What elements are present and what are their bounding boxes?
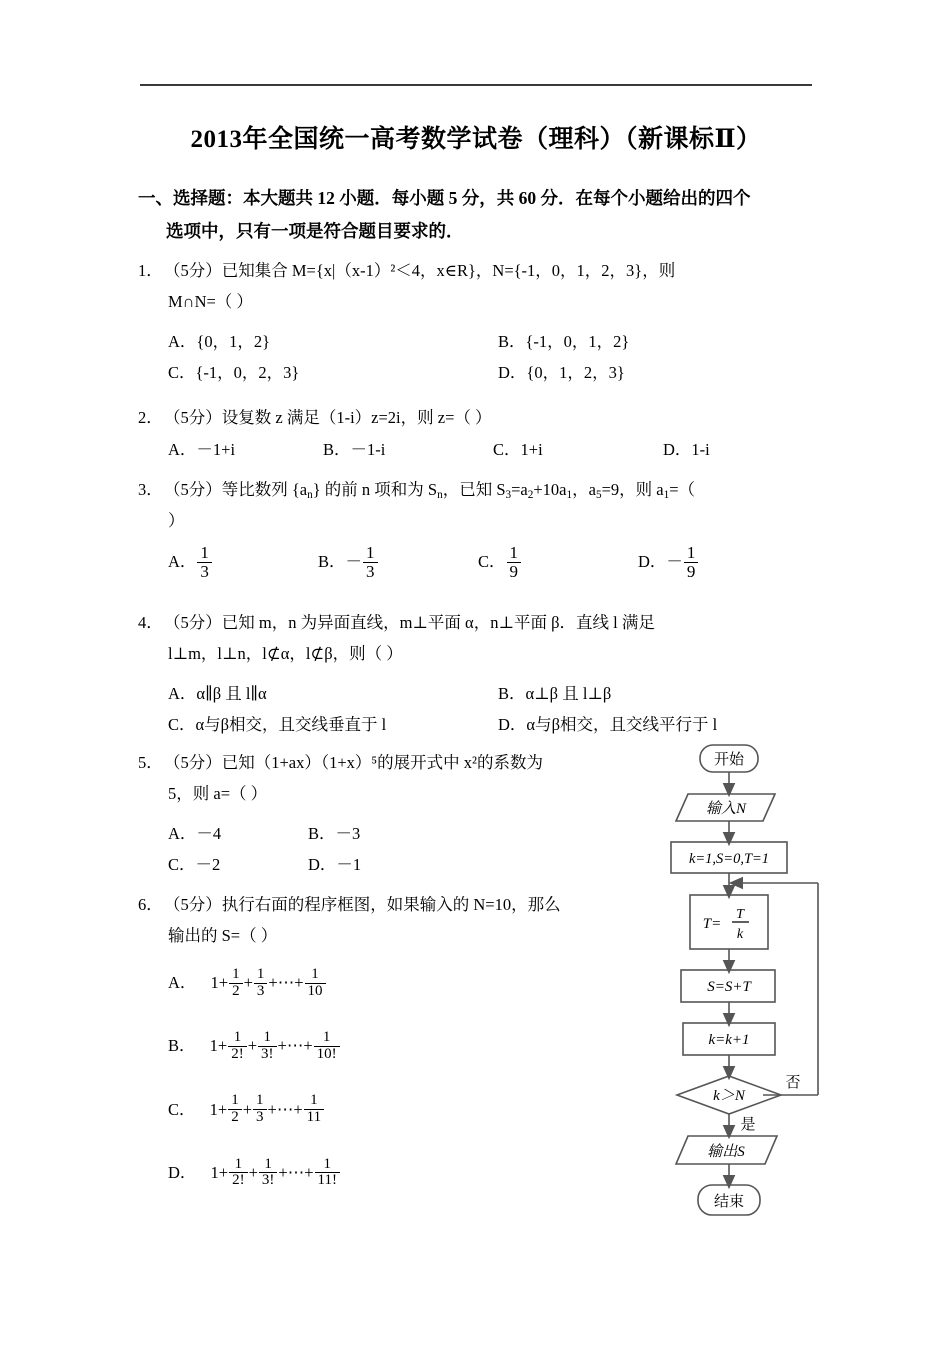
question-4-number: 4． xyxy=(138,613,163,632)
fraction: $\frac{1}{9}$ xyxy=(684,544,699,581)
question-1-option-d[interactable]: D．{0，1，2，3} xyxy=(498,363,625,383)
fraction: $\frac{1}{3}$ xyxy=(254,967,268,1000)
fraction: $\frac{1}{3}$ xyxy=(197,544,212,581)
question-3-option-a[interactable]: A． $\frac{1}{3}$ xyxy=(168,545,318,582)
question-4-option-a[interactable]: A．α∥β 且 l∥α xyxy=(168,683,267,703)
question-3-option-d[interactable]: D．－ $\frac{1}{9}$ xyxy=(638,545,699,582)
flowchart-assign-t-denominator: k xyxy=(736,927,744,942)
question-6-option-b[interactable]: B． 1+ $\frac{1}{2!}$ + $\frac{1}{3!}$ +⋯+ $\frac{1}{10!}$ xyxy=(168,1025,698,1066)
question-6-options xyxy=(138,962,698,1193)
question-2-score: （5分） xyxy=(164,408,222,427)
question-6-option-d[interactable]: D． 1+ $\frac{1}{2!}$ + $\frac{1}{3!}$ +⋯+ $\frac{1}{11!}$ xyxy=(168,1152,698,1193)
fraction: $\frac{1}{2}$ xyxy=(228,1093,242,1126)
section-heading xyxy=(138,182,826,249)
flowchart-assign-t-shape xyxy=(690,895,768,949)
question-1-option-b[interactable]: B．{‑1，0，1，2} xyxy=(498,331,630,351)
question-4 xyxy=(138,608,838,669)
question-4-option-c[interactable]: C．α与β相交，且交线垂直于 l xyxy=(168,715,387,735)
question-2-option-c[interactable]: C．1+i xyxy=(493,439,543,459)
series-expression: 1+ $\frac{1}{2}$ + $\frac{1}{3}$ +⋯+ $\frac{1}{10}$ xyxy=(211,973,327,992)
flowchart-output-label: 输出S xyxy=(707,1144,745,1160)
question-6-option-a[interactable]: A． 1+ $\frac{1}{2}$ + $\frac{1}{3}$ +⋯+ $\frac{1}{10}$ xyxy=(168,962,698,1003)
header-divider xyxy=(140,84,812,86)
question-3-option-row xyxy=(168,545,868,582)
question-4-stem-line2: l⊥m，l⊥n，l⊄α，l⊄β，则（ ） xyxy=(168,643,403,663)
section-heading-line1: 一、选择题：本大题共 12 小题．每小题 5 分，共 60 分．在每个小题给出的四个 xyxy=(138,188,751,208)
question-1-option-row-2 xyxy=(168,357,858,388)
flowchart-assign-t-numerator: T xyxy=(736,907,744,922)
question-5-option-c[interactable]: C．－2 xyxy=(168,855,221,875)
flowchart-assign-t-label: T= xyxy=(702,916,722,932)
flowchart-input-label: 输入N xyxy=(705,801,747,817)
question-3-options xyxy=(138,545,868,582)
series-expression: 1+ $\frac{1}{2}$ + $\frac{1}{3}$ +⋯+ $\frac{1}{11}$ xyxy=(210,1100,325,1119)
fraction: $\frac{1}{2}$ xyxy=(229,967,243,1000)
question-1-option-row-1 xyxy=(168,326,858,357)
fraction: $\frac{1}{3!}$ xyxy=(259,1157,278,1190)
page-title: 2013年全国统一高考数学试卷（理科）（新课标Ⅱ） xyxy=(190,126,762,153)
question-3-stem-line1: 3．（5分）等比数列 $\{a_n\}$ 的前 n 项和为 $S_n$，已知 $S_3=a_2+10a_1$，$a_5=9$，则 $a_1=$（ xyxy=(138,475,838,506)
question-5-option-b[interactable]: B．－3 xyxy=(308,823,361,843)
flowchart-branch-yes-label: 是 xyxy=(740,1117,756,1133)
fraction: $\frac{1}{3}$ xyxy=(363,544,378,581)
question-1-option-a[interactable]: A．{0，1，2} xyxy=(168,331,271,351)
question-3-option-c[interactable]: C． $\frac{1}{9}$ xyxy=(478,545,638,582)
question-5-option-d[interactable]: D．－1 xyxy=(308,855,362,875)
section-heading-line2: 选项中，只有一项是符合题目要求的． xyxy=(166,221,464,242)
fraction: $\frac{1}{3}$ xyxy=(253,1093,267,1126)
fraction: $\frac{1}{3!}$ xyxy=(258,1030,277,1063)
question-2-number: 2． xyxy=(138,408,163,427)
fraction: $\frac{1}{11!}$ xyxy=(315,1157,340,1190)
question-1-stem-line2: M∩N=（ ） xyxy=(168,291,253,311)
question-5-options xyxy=(138,818,698,881)
flowchart-increment-label: k=k+1 xyxy=(708,1032,750,1048)
program-flowchart xyxy=(650,740,880,1225)
question-3-stem-line2: ） xyxy=(168,510,185,530)
question-6 xyxy=(138,890,668,951)
question-1-option-c[interactable]: C．{‑1，0，2，3} xyxy=(168,363,300,383)
question-2-option-b[interactable]: B．－1‑i xyxy=(323,439,386,459)
question-5-option-row-2 xyxy=(168,849,698,880)
question-1-text: 已知集合 M={x|（x‑1）²＜4，x∈R}，N={‑1，0，1，2，3}，则 xyxy=(221,261,676,280)
fraction: $\frac{1}{11}$ xyxy=(304,1093,324,1126)
question-1-score: （5分） xyxy=(164,261,222,280)
question-5-stem-line2: 5，则 a=（ ） xyxy=(168,783,268,803)
question-5-stem-line1 xyxy=(138,748,668,779)
question-5-score: （5分） xyxy=(164,753,222,772)
fraction: $\frac{1}{10}$ xyxy=(305,967,326,1000)
question-2-option-a[interactable]: A．－1+i xyxy=(168,439,236,459)
question-1-number: 1． xyxy=(138,261,163,280)
question-4-option-row-1 xyxy=(168,678,868,709)
flowchart-start-label: 开始 xyxy=(713,752,745,768)
question-2 xyxy=(138,403,828,434)
flowchart-end-label: 结束 xyxy=(713,1194,745,1210)
question-6-text: 执行右面的程序框图，如果输入的 N=10，那么 xyxy=(221,895,561,914)
question-4-stem-line1 xyxy=(138,608,838,639)
question-5-text: 已知（1+ax）（1+x）⁵的展开式中 x²的系数为 xyxy=(221,753,544,772)
question-2-text: 设复数 z 满足（1‑i）z=2i，则 z=（ ） xyxy=(221,408,492,427)
question-6-stem-line2: 输出的 S=（ ） xyxy=(168,925,278,945)
series-expression: 1+ $\frac{1}{2!}$ + $\frac{1}{3!}$ +⋯+ $\frac{1}{10!}$ xyxy=(210,1036,341,1055)
q3-eq: =a xyxy=(511,480,528,499)
question-5-option-a[interactable]: A．－4 xyxy=(168,823,222,843)
series-expression: 1+ $\frac{1}{2!}$ + $\frac{1}{3!}$ +⋯+ $\frac{1}{11!}$ xyxy=(211,1163,341,1182)
question-4-text: 已知 m，n 为异面直线，m⊥平面 α，n⊥平面 β．直线 l 满足 xyxy=(221,613,655,632)
question-3 xyxy=(138,475,838,536)
question-4-option-b[interactable]: B．α⊥β 且 l⊥β xyxy=(498,683,612,703)
fraction: $\frac{1}{9}$ xyxy=(507,544,522,581)
question-1-stem-line1 xyxy=(138,256,828,287)
question-3-score: （5分） xyxy=(164,480,222,499)
fraction: $\frac{1}{2!}$ xyxy=(228,1030,247,1063)
question-4-option-row-2 xyxy=(168,709,868,740)
question-2-option-d[interactable]: D．1‑i xyxy=(663,439,710,459)
question-4-option-d[interactable]: D．α与β相交，且交线平行于 l xyxy=(498,715,718,735)
flowchart-condition-label: k＞N xyxy=(713,1088,745,1104)
question-6-score: （5分） xyxy=(164,895,222,914)
question-6-stem-line1 xyxy=(138,890,668,921)
flowchart-branch-no-label: 否 xyxy=(785,1075,801,1091)
question-5-number: 5． xyxy=(138,753,163,772)
question-2-option-row xyxy=(168,434,858,465)
question-3-number: 3． xyxy=(138,480,163,499)
flowchart-sum-label: S=S+T xyxy=(707,979,751,995)
fraction: $\frac{1}{10!}$ xyxy=(314,1030,340,1063)
question-5 xyxy=(138,748,668,809)
question-6-option-c[interactable]: C． 1+ $\frac{1}{2}$ + $\frac{1}{3}$ +⋯+ $\frac{1}{11}$ xyxy=(168,1089,698,1130)
question-1 xyxy=(138,256,828,317)
question-3-option-b[interactable]: B．－ $\frac{1}{3}$ xyxy=(318,545,478,582)
flowchart-init-label: k=1,S=0,T=1 xyxy=(688,851,770,867)
fraction: $\frac{1}{2!}$ xyxy=(229,1157,248,1190)
question-6-number: 6． xyxy=(138,895,163,914)
question-5-option-row-1 xyxy=(168,818,698,849)
question-2-stem-line1 xyxy=(138,403,828,434)
question-1-options xyxy=(138,326,858,389)
question-4-score: （5分） xyxy=(164,613,222,632)
question-2-options xyxy=(138,434,858,465)
question-4-options xyxy=(138,678,868,741)
